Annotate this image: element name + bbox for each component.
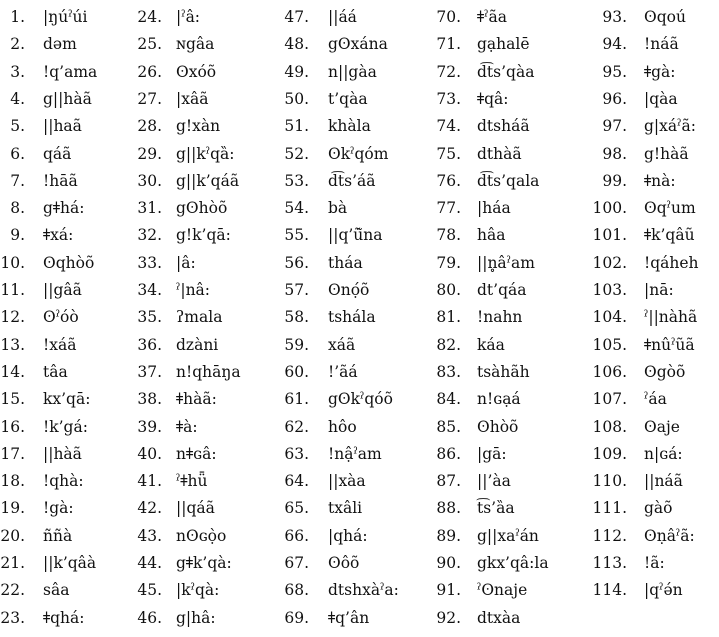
item-word: ʘkˀqóm (328, 144, 389, 163)
item-number: 72. (436, 62, 461, 81)
item-number: 67. (284, 554, 309, 572)
item-number: 61. (284, 390, 309, 409)
item-word: ʘgòõ (644, 362, 686, 381)
item-number: 68. (284, 581, 309, 600)
item-number: 93. (602, 8, 627, 26)
item-number: 7. (10, 171, 25, 190)
item-word: dtshxàˀa: (328, 581, 399, 600)
item-number: 35. (137, 308, 162, 327)
item-number: 1. (10, 8, 25, 26)
item-word: ǂˀãa (477, 8, 507, 26)
item-word: dəm (43, 35, 77, 54)
item-word: kx’qā: (43, 390, 91, 409)
item-number: 66. (284, 526, 309, 545)
item-number: 21. (0, 554, 25, 572)
item-number: 38. (137, 390, 162, 409)
item-number: 39. (137, 417, 162, 436)
item-number: 112. (592, 526, 627, 545)
item-number: 100. (592, 199, 627, 218)
item-number: 77. (436, 199, 461, 218)
item-word: ˀ||nàhã (644, 308, 698, 327)
item-number: 109. (592, 444, 627, 463)
item-number: 29. (137, 144, 162, 163)
item-number: 78. (436, 226, 461, 245)
item-number: 63. (284, 444, 309, 463)
item-word: tsàhãh (477, 362, 530, 381)
item-word: nʘɢọ̀o (176, 526, 227, 545)
item-word: |ˀâ: (176, 8, 201, 26)
item-word: ʘqoú (644, 8, 686, 26)
item-word: ||haã (43, 117, 82, 136)
item-number: 48. (284, 35, 309, 54)
item-number: 105. (592, 335, 627, 354)
item-word: ʘhòõ (477, 417, 519, 436)
item-word: ʘxóõ (176, 62, 217, 81)
item-number: 91. (436, 581, 461, 600)
item-number: 26. (137, 62, 162, 81)
item-word: ǂnûˀũã (644, 335, 695, 354)
item-number: 95. (602, 62, 627, 81)
item-word: g|hâ: (176, 608, 216, 627)
item-word: sâa (43, 581, 70, 600)
item-number: 98. (602, 144, 627, 163)
item-number: 81. (436, 308, 461, 327)
item-number: 85. (436, 417, 461, 436)
item-word: gàõ (644, 499, 673, 518)
item-number: 34. (137, 281, 162, 299)
item-word: !hāã (43, 171, 78, 190)
item-word: ʘnọ́õ (328, 281, 370, 299)
item-word: ||hàã (43, 444, 82, 463)
item-number: 101. (592, 226, 627, 245)
item-word: ||k’qâà (43, 554, 97, 572)
item-number: 37. (137, 362, 162, 381)
item-number: 76. (436, 171, 461, 190)
item-word: nǂɢâ: (176, 444, 217, 463)
item-word: |nā: (644, 281, 674, 299)
item-word: ǂxá: (43, 226, 74, 245)
item-number: 111. (592, 499, 627, 518)
item-word: |â: (176, 253, 196, 272)
item-number: 23. (0, 608, 25, 627)
item-word: n|ɢá: (644, 444, 683, 463)
item-number: 108. (592, 417, 627, 436)
item-number: 70. (436, 8, 461, 26)
item-word: |xâã (176, 89, 209, 108)
item-word: !nậˀam (328, 444, 382, 463)
item-word: khàla (328, 117, 371, 136)
item-word: g||xaˀán (477, 526, 539, 545)
item-number: 79. (436, 253, 461, 272)
item-word: g!xàn (176, 117, 221, 136)
item-number: 8. (10, 199, 25, 218)
item-word: !’ãá (328, 362, 358, 381)
item-word: gʘxána (328, 35, 388, 54)
item-word: t’qàa (328, 89, 368, 108)
item-number: 49. (284, 62, 309, 81)
item-number: 45. (137, 581, 162, 600)
item-number: 12. (0, 308, 25, 327)
item-number: 11. (0, 281, 25, 299)
item-word: !náã (644, 35, 679, 54)
item-number: 56. (284, 253, 309, 272)
item-word: gǂk’qà: (176, 554, 232, 572)
item-word: ||qáã (176, 499, 215, 518)
item-number: 107. (592, 390, 627, 409)
item-number: 28. (137, 117, 162, 136)
item-word: ʘôõ (328, 554, 360, 572)
item-number: 94. (602, 35, 627, 54)
item-number: 104. (592, 308, 627, 327)
item-word: !xáã (43, 335, 77, 354)
item-word: ǂqhá: (43, 608, 85, 627)
item-word: ǂqâ: (477, 89, 509, 108)
item-word: txâli (328, 499, 363, 518)
item-number: 40. (137, 444, 162, 463)
item-word: ññà (43, 526, 73, 545)
item-word: g!hàã (644, 144, 689, 163)
item-word: ||’àa (477, 472, 511, 491)
item-word: |qhá: (328, 526, 368, 545)
item-number: 16. (0, 417, 25, 436)
item-word: gʘkˀqóõ (328, 390, 393, 409)
item-number: 25. (137, 35, 162, 54)
item-number: 103. (592, 281, 627, 299)
item-number: 60. (284, 362, 309, 381)
item-word: ɴgâa (176, 35, 215, 54)
item-number: 89. (436, 526, 461, 545)
item-word: ʘˀóò (43, 308, 79, 327)
item-word: ˀ|nâ: (176, 281, 211, 299)
item-number: 55. (284, 226, 309, 245)
item-number: 80. (436, 281, 461, 299)
item-word: |ŋúˀúi (43, 8, 88, 26)
item-number: 4. (10, 89, 25, 108)
item-word: !ã: (644, 554, 665, 572)
item-number: 114. (592, 581, 627, 600)
item-word: g!k’qā: (176, 226, 231, 245)
item-number: 24. (137, 8, 162, 26)
item-number: 6. (10, 144, 25, 163)
item-number: 57. (284, 281, 309, 299)
item-word: ǂgà: (644, 62, 676, 81)
item-number: 51. (284, 117, 309, 136)
item-number: 52. (284, 144, 309, 163)
item-word: tâa (43, 362, 68, 381)
item-number: 87. (436, 472, 461, 491)
item-word: ʘqhòõ (43, 253, 95, 272)
item-number: 41. (137, 472, 162, 491)
item-word: d͡ts’áã (328, 171, 376, 190)
item-word: g||kˀqȁ: (176, 144, 235, 163)
item-word: dtxàa (477, 608, 521, 627)
item-number: 19. (0, 499, 25, 518)
item-word: ʘṇâˀã: (644, 526, 695, 545)
item-number: 5. (10, 117, 25, 136)
item-word: !qáheh (644, 253, 699, 272)
item-number: 27. (137, 89, 162, 108)
item-word: tshála (328, 308, 376, 327)
item-word: !qhà: (43, 472, 84, 491)
item-word: gǂhá: (43, 199, 85, 218)
item-word: ||gâã (43, 281, 82, 299)
item-word: d͡ts’qala (477, 171, 540, 190)
item-number: 18. (0, 472, 25, 491)
item-number: 13. (0, 335, 25, 354)
item-number: 17. (0, 444, 25, 463)
item-number: 9. (10, 226, 25, 245)
item-word: ʘqˀum (644, 199, 696, 218)
item-word: gạhalē (477, 35, 530, 54)
item-word: ||xàa (328, 472, 366, 491)
item-number: 32. (137, 226, 162, 245)
item-word: g||k’qáã (176, 171, 240, 190)
item-number: 10. (0, 253, 25, 272)
item-number: 42. (137, 499, 162, 518)
item-word: !nahn (477, 308, 523, 327)
item-number: 106. (592, 362, 627, 381)
item-number: 59. (284, 335, 309, 354)
item-number: 82. (436, 335, 461, 354)
item-word: ˀǂhǖ (176, 472, 208, 491)
item-word: ǂà: (176, 417, 198, 436)
item-number: 36. (137, 335, 162, 354)
item-word: hâa (477, 226, 506, 245)
item-word: !q’ama (43, 62, 98, 81)
item-number: 15. (0, 390, 25, 409)
item-number: 83. (436, 362, 461, 381)
item-word: n!ɢạá (477, 390, 521, 409)
item-number: 54. (284, 199, 309, 218)
item-word: !k’gá: (43, 417, 88, 436)
item-number: 31. (137, 199, 162, 218)
item-word: g||hàã (43, 89, 92, 108)
item-word: hôo (328, 417, 357, 436)
item-number: 88. (436, 499, 461, 518)
item-number: 22. (0, 581, 25, 600)
item-number: 14. (0, 362, 25, 381)
item-word: gʘhòõ (176, 199, 228, 218)
item-word: dt’qáa (477, 281, 527, 299)
item-word: gkx’qâ:la (477, 554, 549, 572)
item-word: n!qhāŋa (176, 362, 241, 381)
item-word: ||n̥âˀam (477, 253, 535, 272)
item-number: 30. (137, 171, 162, 190)
item-word: qáã (43, 144, 72, 163)
item-word: d͡ts’qàa (477, 62, 535, 81)
item-word: ||náã (644, 472, 683, 491)
item-word: dzàni (176, 335, 219, 354)
item-word: káa (477, 335, 505, 354)
word-list-grid (0, 5, 719, 632)
item-number: 58. (284, 308, 309, 327)
item-number: 73. (436, 89, 461, 108)
item-number: 97. (602, 117, 627, 136)
item-word: t͡s’ȁa (477, 499, 515, 518)
item-number: 84. (436, 390, 461, 409)
item-word: g|xáˀã: (644, 117, 696, 136)
item-number: 92. (436, 608, 461, 627)
item-word: tháa (328, 253, 363, 272)
item-number: 110. (592, 472, 627, 491)
item-number: 113. (592, 554, 627, 572)
item-word: xáã (328, 335, 356, 354)
item-word: n||gàa (328, 62, 377, 81)
item-number: 74. (436, 117, 461, 136)
item-word: |qàa (644, 89, 678, 108)
item-number: 99. (602, 171, 627, 190)
item-number: 75. (436, 144, 461, 163)
item-number: 64. (284, 472, 309, 491)
item-word: ˀáa (644, 390, 667, 409)
item-number: 65. (284, 499, 309, 518)
item-number: 71. (436, 35, 461, 54)
item-number: 69. (284, 608, 309, 627)
item-word: ʔmala (176, 308, 223, 327)
item-word: ǂhàã: (176, 390, 217, 409)
item-word: !gà: (43, 499, 74, 518)
item-number: 47. (284, 8, 309, 26)
item-word: ||q’ũ̃na (328, 226, 383, 245)
item-number: 43. (137, 526, 162, 545)
item-number: 62. (284, 417, 309, 436)
item-word: |kˀqà: (176, 581, 220, 600)
item-word: ||áá (328, 8, 357, 26)
item-word: ǂq’ân (328, 608, 370, 627)
item-number: 20. (0, 526, 25, 545)
item-number: 3. (10, 62, 25, 81)
item-word: dthàã (477, 144, 522, 163)
item-number: 46. (137, 608, 162, 627)
item-word: |gā: (477, 444, 507, 463)
item-word: bà (328, 199, 348, 218)
item-number: 86. (436, 444, 461, 463)
item-word: |qˀə́n (644, 581, 683, 600)
item-number: 2. (10, 35, 25, 54)
item-number: 96. (602, 89, 627, 108)
item-word: ǂnà: (644, 171, 676, 190)
item-number: 50. (284, 89, 309, 108)
item-number: 44. (137, 554, 162, 572)
item-number: 53. (284, 171, 309, 190)
item-word: ˀʘnaje (477, 581, 528, 600)
item-number: 90. (436, 554, 461, 572)
item-word: |háa (477, 199, 511, 218)
item-number: 102. (592, 253, 627, 272)
item-word: ǂk’qâũ (644, 226, 695, 245)
item-word: ʘaje (644, 417, 680, 436)
item-word: dtsháã (477, 117, 530, 136)
item-number: 33. (137, 253, 162, 272)
